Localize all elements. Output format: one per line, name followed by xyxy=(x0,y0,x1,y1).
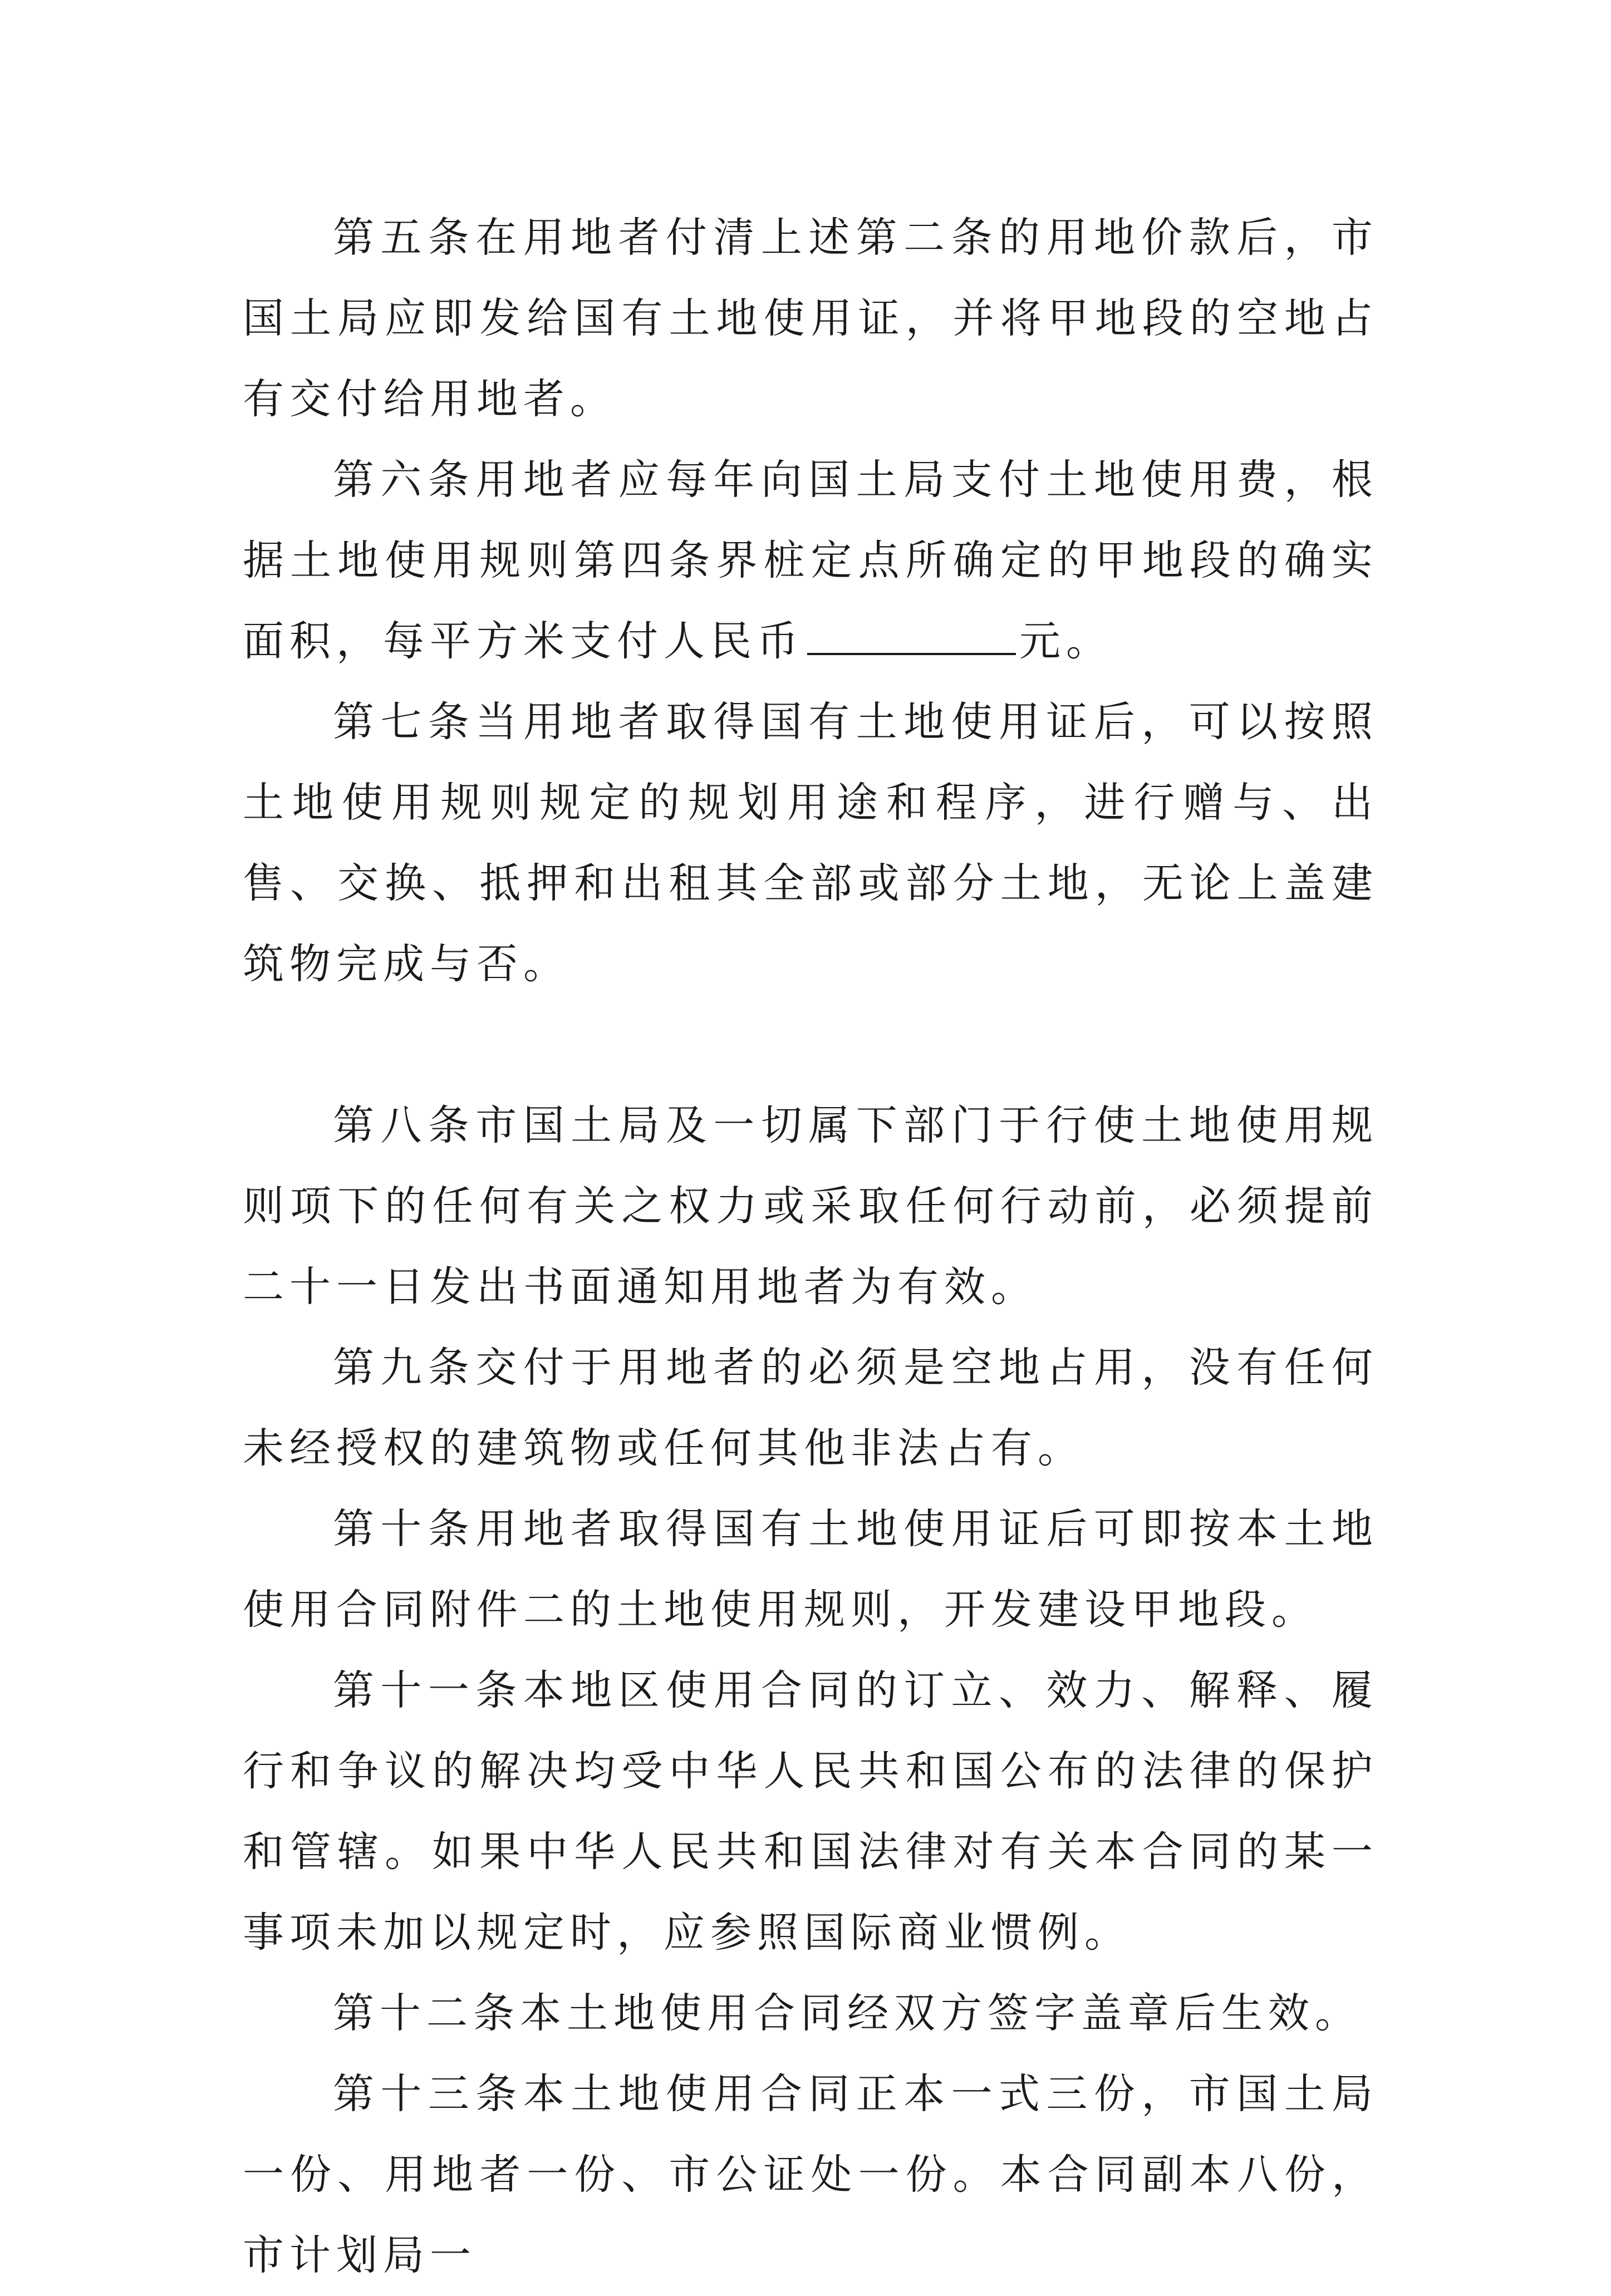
article-6-text: 第六条用地者应每年向国土局支付土地使用费，根据土地使用规则第四条界桩定点所确定的甲地段的确实面积，每平方米支付人民币 xyxy=(243,456,1378,665)
article-13: 第十三条本土地使用合同正本一式三份，市国土局一份、用地者一份、市公证处一份。本合同副本八份，市计划局一 xyxy=(243,2070,1378,2279)
article-5: 第五条在用地者付清上述第二条的用地价款后，市国土局应即发给国有土地使用证，并将甲地段的空地占有交付给用地者。 xyxy=(243,214,1378,423)
article-11: 第十一条本地区使用合同的订立、效力、解释、履行和争议的解决均受中华人民共和国公布的法律的保护和管辖。如果中华人民共和国法律对有关本合同的某一事项未加以规定时，应参照国际商业惯例。 xyxy=(243,1666,1378,1956)
article-6-suffix: 元。 xyxy=(1019,617,1113,665)
document-body xyxy=(243,198,1378,2296)
article-6 xyxy=(243,440,1378,682)
article-9: 第九条交付于用地者的必须是空地占用，没有任何未经授权的建筑物或任何其他非法占有。 xyxy=(243,1344,1378,1472)
article-7: 第七条当用地者取得国有土地使用证后，可以按照土地使用规则规定的规划用途和程序，进行赠与、出售、交换、抵押和出租其全部或部分土地，无论上盖建筑物完成与否。 xyxy=(243,698,1378,988)
paragraph-gap xyxy=(243,1005,1378,1085)
article-12: 第十二条本土地使用合同经双方签字盖章后生效。 xyxy=(333,1989,1362,2037)
article-8: 第八条市国土局及一切属下部门于行使土地使用规则项下的任何有关之权力或采取任何行动前，必须提前二十一日发出书面通知用地者为有效。 xyxy=(243,1102,1378,1311)
article-10: 第十条用地者取得国有土地使用证后可即按本土地使用合同附件二的土地使用规则，开发建设甲地段。 xyxy=(243,1505,1378,1634)
amount-blank-line xyxy=(807,617,1016,655)
